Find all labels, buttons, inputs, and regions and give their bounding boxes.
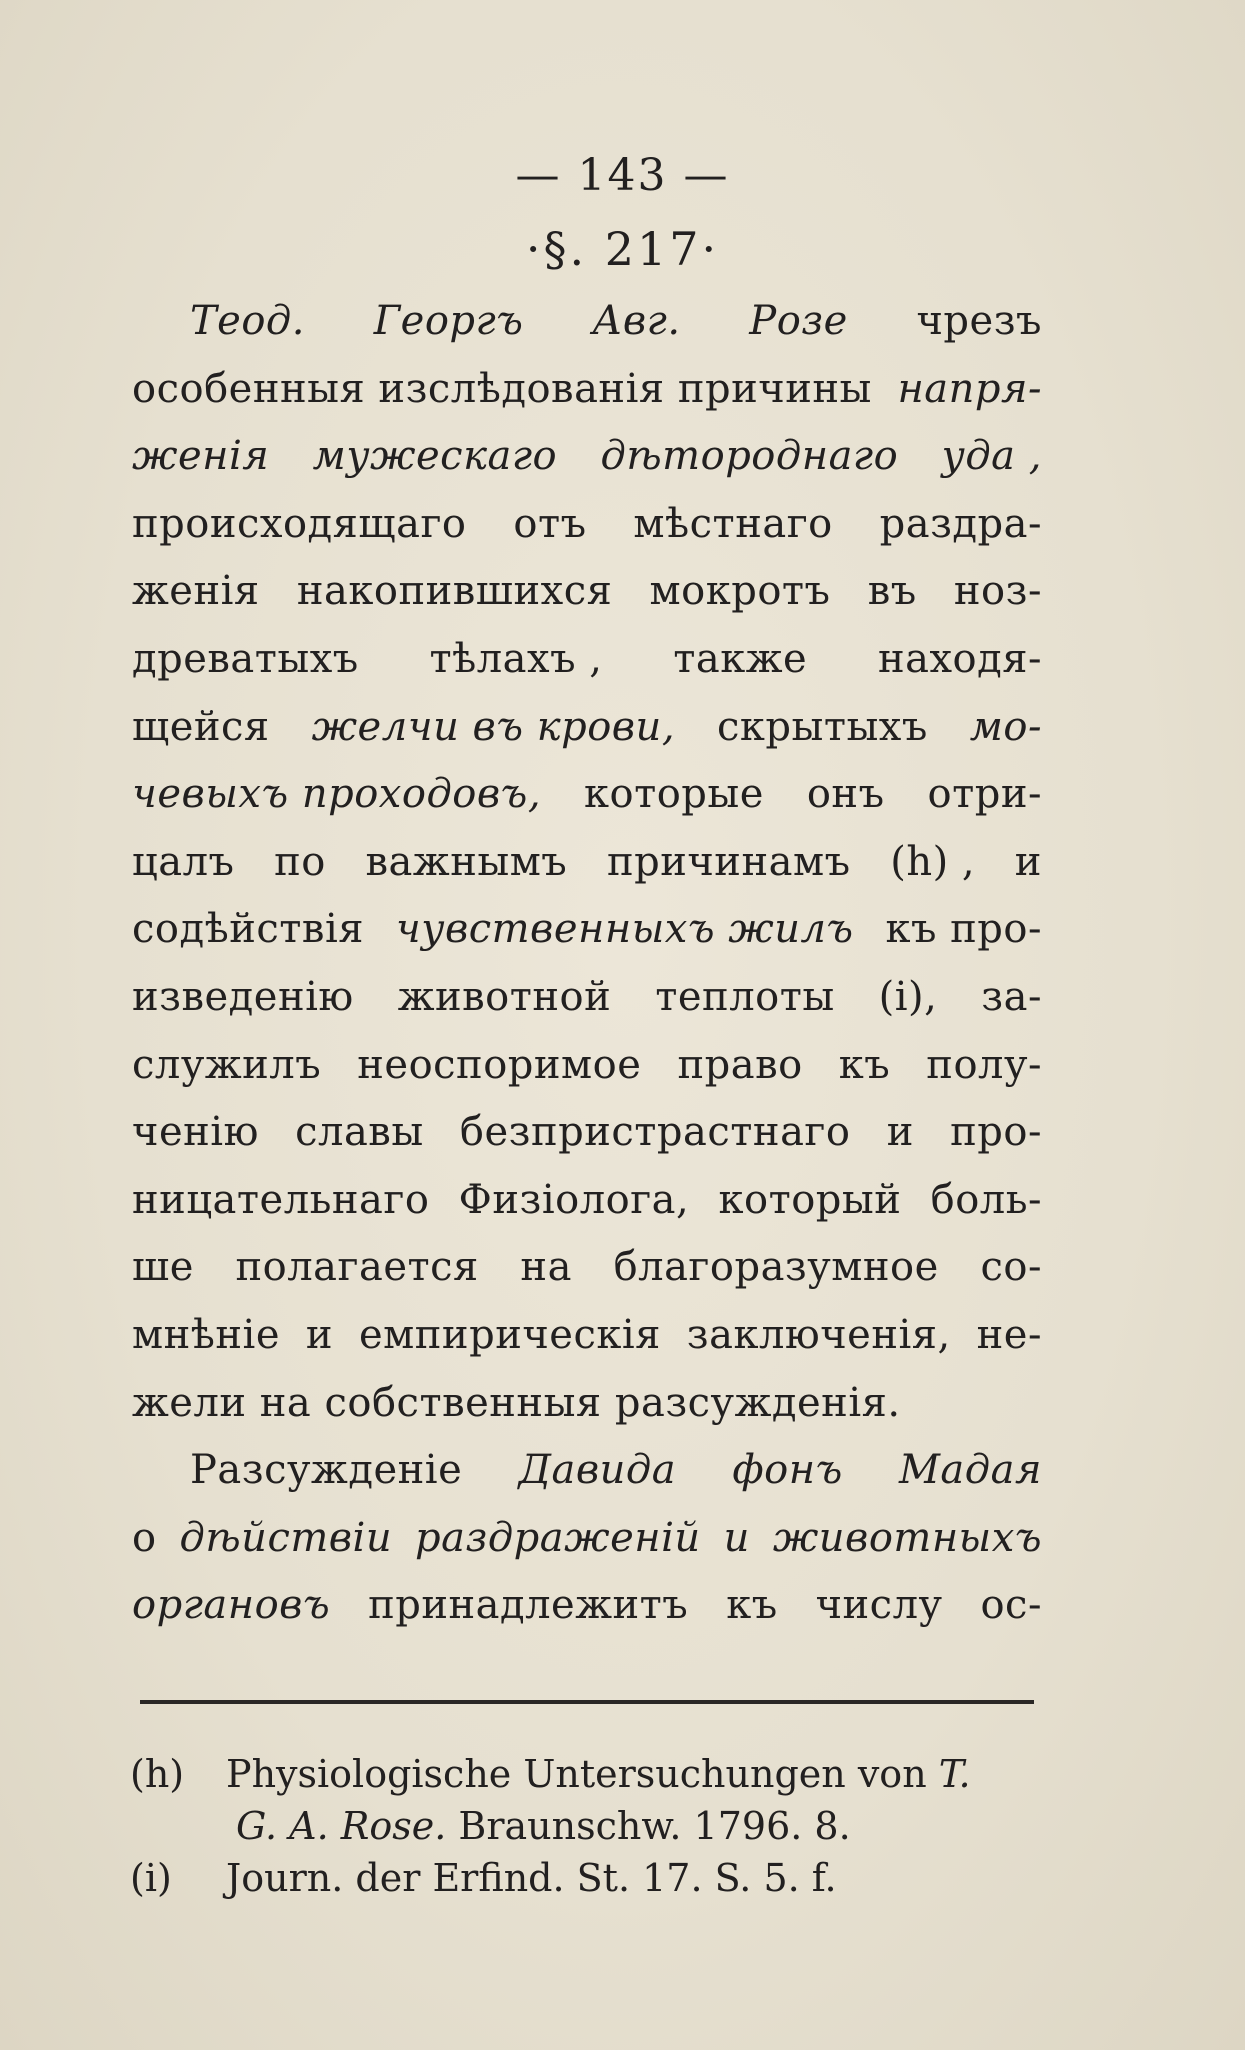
text-line bbox=[132, 964, 1042, 1032]
text-segment: тѣлахъ , bbox=[429, 635, 603, 682]
text-segment: заключенія, bbox=[686, 1311, 951, 1358]
text-segment: раздраженій bbox=[415, 1514, 701, 1561]
text-segment: жели на собственныя разсужденія. bbox=[132, 1379, 901, 1426]
footnote-text: Journ. der Erfind. St. 17. S. 5. f. bbox=[226, 1856, 837, 1900]
text-segment: ницательнаго bbox=[132, 1176, 430, 1223]
text-segment: который bbox=[718, 1176, 902, 1223]
text-segment: животной bbox=[397, 973, 612, 1020]
text-segment: благоразумное bbox=[613, 1244, 939, 1291]
text-segment: и bbox=[1014, 838, 1042, 885]
text-segment: животныхъ bbox=[772, 1514, 1042, 1561]
footnote-mark: (h) bbox=[130, 1752, 185, 1796]
text-segment: къ про- bbox=[885, 906, 1042, 953]
text-segment: изведенію bbox=[132, 973, 354, 1020]
text-segment: женія bbox=[132, 433, 270, 480]
text-segment: безпристрастнаго bbox=[459, 1109, 851, 1156]
text-segment: раздра- bbox=[879, 500, 1042, 547]
text-segment: уда , bbox=[941, 433, 1042, 480]
text-segment: мѣстнаго bbox=[633, 500, 833, 547]
text-segment: чрезъ bbox=[916, 298, 1042, 344]
text-segment: чевыхъ проходовъ, bbox=[132, 771, 542, 818]
footnote-text: Physiologische Untersuchungen von bbox=[226, 1752, 939, 1796]
text-line bbox=[132, 694, 1042, 762]
footnote-text: G. A. Rose. bbox=[236, 1804, 447, 1848]
text-segment: особенныя изслѣдованія причины bbox=[132, 365, 872, 412]
text-segment: древатыхъ bbox=[132, 635, 359, 682]
text-segment: Авг. bbox=[592, 298, 681, 344]
text-segment: со- bbox=[980, 1244, 1042, 1291]
text-line bbox=[132, 761, 1042, 829]
text-segment: фонъ bbox=[732, 1447, 843, 1494]
text-segment: накопившихся bbox=[296, 568, 613, 615]
footnote-text: T. bbox=[938, 1752, 971, 1796]
text-line bbox=[132, 423, 1042, 491]
text-segment: цалъ bbox=[132, 838, 235, 885]
text-segment: Мадая bbox=[898, 1447, 1042, 1494]
text-segment: отъ bbox=[513, 500, 587, 547]
text-line bbox=[132, 491, 1042, 559]
text-segment: также bbox=[673, 635, 808, 682]
text-segment: онъ bbox=[806, 771, 885, 818]
text-segment: къ bbox=[726, 1582, 778, 1629]
text-segment: ос- bbox=[980, 1582, 1042, 1629]
text-segment: числу bbox=[815, 1582, 943, 1629]
text-segment: о bbox=[132, 1514, 157, 1561]
text-segment: и bbox=[886, 1109, 914, 1156]
text-segment: дѣйствіи bbox=[179, 1514, 393, 1561]
text-segment: отри- bbox=[927, 771, 1042, 818]
text-segment: и bbox=[305, 1311, 334, 1358]
footnote-continuation bbox=[130, 1800, 1050, 1852]
text-segment: мужескаго bbox=[312, 433, 558, 480]
footnote bbox=[130, 1748, 1050, 1800]
text-segment: желчи въ крови, bbox=[311, 703, 676, 750]
text-segment: Разсужденіе bbox=[190, 1447, 463, 1494]
text-segment: женія bbox=[132, 568, 260, 615]
text-segment: принадлежитъ bbox=[368, 1582, 689, 1629]
text-segment: и bbox=[723, 1514, 750, 1561]
text-line bbox=[132, 288, 1042, 356]
text-segment: скрытыхъ bbox=[716, 703, 928, 750]
text-segment: неоспоримое bbox=[357, 1041, 642, 1088]
page-number: — 143 — bbox=[515, 150, 730, 201]
text-segment: дѣтороднаго bbox=[600, 433, 899, 480]
footnote-text: Braunschw. 1796. 8. bbox=[446, 1804, 851, 1848]
text-segment: теплоты bbox=[655, 973, 835, 1020]
footnote bbox=[130, 1852, 1050, 1904]
text-segment: не- bbox=[976, 1311, 1042, 1358]
text-segment: Розе bbox=[749, 298, 848, 344]
text-segment: мо- bbox=[969, 703, 1042, 750]
text-segment: къ bbox=[838, 1041, 891, 1088]
text-segment: за- bbox=[981, 973, 1042, 1020]
text-segment: содѣйствія bbox=[132, 906, 364, 953]
text-line bbox=[132, 1099, 1042, 1167]
text-segment: право bbox=[677, 1041, 803, 1088]
text-line bbox=[132, 896, 1042, 964]
text-segment: полу- bbox=[926, 1041, 1042, 1088]
text-line bbox=[132, 558, 1042, 626]
text-line bbox=[132, 1032, 1042, 1100]
section-heading: ·§. 217· bbox=[525, 222, 720, 276]
text-segment: Георгъ bbox=[373, 298, 524, 344]
text-line bbox=[132, 829, 1042, 897]
text-segment: славы bbox=[295, 1109, 424, 1156]
body-text bbox=[132, 288, 1042, 1640]
text-segment: важнымъ bbox=[365, 838, 568, 885]
text-segment: ше bbox=[132, 1244, 194, 1291]
text-segment: щейся bbox=[132, 703, 270, 750]
text-segment: ченію bbox=[132, 1109, 259, 1156]
text-segment: (h) , bbox=[890, 838, 976, 885]
text-segment: органовъ bbox=[132, 1582, 331, 1629]
text-segment: на bbox=[520, 1244, 572, 1291]
text-line bbox=[132, 1437, 1042, 1505]
text-segment: напря- bbox=[897, 365, 1042, 412]
footnote-mark: (i) bbox=[130, 1856, 172, 1900]
text-line bbox=[132, 1167, 1042, 1235]
text-line bbox=[132, 1370, 1042, 1438]
text-line bbox=[132, 1234, 1042, 1302]
text-segment: Теод. bbox=[190, 298, 305, 344]
text-segment: ноз- bbox=[953, 568, 1042, 615]
text-segment: въ bbox=[867, 568, 917, 615]
text-segment: мнѣніе bbox=[132, 1311, 281, 1358]
text-line bbox=[132, 626, 1042, 694]
text-segment: мокротъ bbox=[649, 568, 831, 615]
text-segment: которые bbox=[583, 771, 764, 818]
text-segment: полагается bbox=[235, 1244, 479, 1291]
text-segment: емпирическія bbox=[358, 1311, 661, 1358]
text-segment: причинамъ bbox=[606, 838, 851, 885]
text-segment: служилъ bbox=[132, 1041, 322, 1088]
footnotes bbox=[130, 1748, 1050, 1904]
text-line bbox=[132, 1302, 1042, 1370]
text-segment: (i), bbox=[878, 973, 938, 1020]
text-line bbox=[132, 356, 1042, 424]
text-segment: про- bbox=[950, 1109, 1042, 1156]
text-segment: чувственныхъ жилъ bbox=[395, 906, 854, 953]
text-segment: боль- bbox=[930, 1176, 1042, 1223]
text-segment: по bbox=[274, 838, 326, 885]
text-segment: Физіолога, bbox=[458, 1176, 690, 1223]
text-segment: происходящаго bbox=[132, 500, 467, 547]
text-segment: Давида bbox=[518, 1447, 677, 1494]
text-line bbox=[132, 1572, 1042, 1640]
text-line bbox=[132, 1505, 1042, 1573]
text-segment: находя- bbox=[877, 635, 1042, 682]
footnote-divider bbox=[140, 1700, 1034, 1704]
